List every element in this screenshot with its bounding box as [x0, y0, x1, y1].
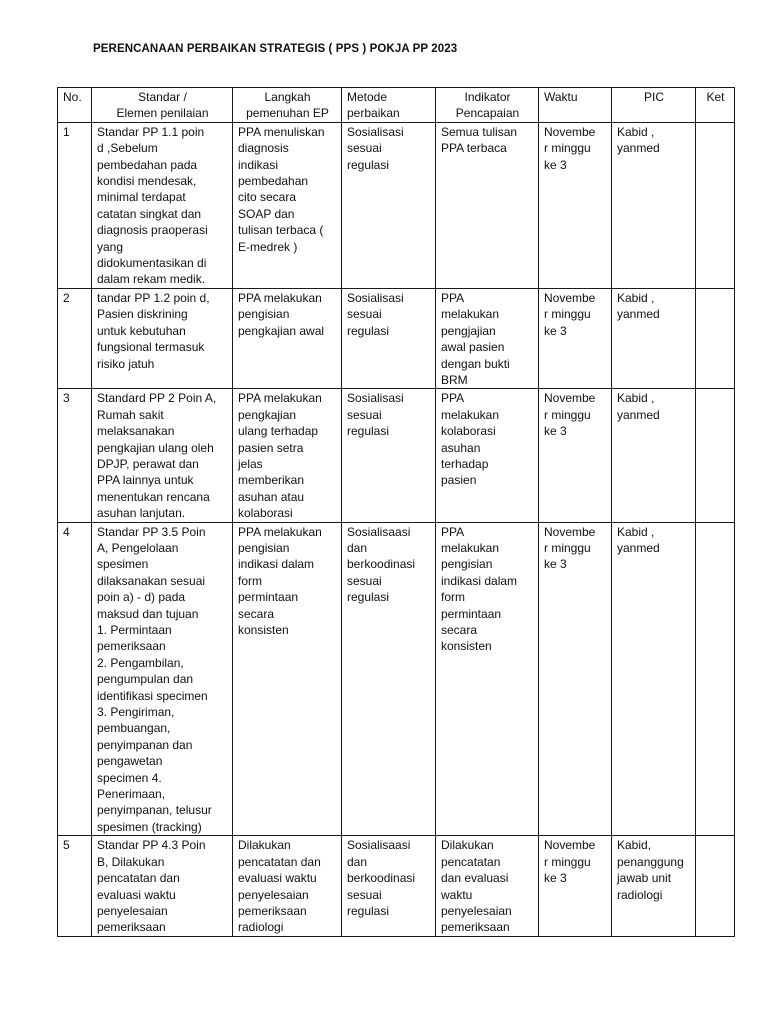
cell-no: 5	[58, 836, 92, 936]
cell-langkah-line: konsisten	[238, 623, 289, 637]
cell-langkah-line: form	[238, 573, 262, 588]
cell-metode-line: Sosialisasi	[347, 290, 404, 305]
table-row	[58, 836, 735, 936]
cell-waktu	[539, 836, 612, 936]
cell-indikator-line: terhadap	[441, 456, 489, 471]
cell-standar-line: spesimen	[97, 557, 149, 572]
cell-waktu-line: r minggu	[544, 141, 591, 156]
cell-pic-line: radiologi	[617, 887, 663, 902]
cell-indikator-line: Dilakukan	[441, 838, 494, 853]
cell-langkah-line: permintaan	[238, 590, 299, 605]
cell-waktu	[539, 122, 612, 288]
cell-metode-line: sesuai	[347, 307, 382, 322]
cell-indikator-line: melakukan	[441, 407, 500, 422]
cell-standar-line: minimal terdapat	[97, 190, 186, 205]
cell-langkah	[233, 288, 342, 388]
cell-langkah-line: memberikan	[238, 473, 305, 488]
document-title: PERENCANAAN PERBAIKAN STRATEGIS ( PPS ) POKJA PP 2023	[93, 43, 458, 55]
cell-metode-line: Sosialisasi	[347, 124, 404, 139]
header-metode-line: Metode	[347, 90, 388, 104]
cell-indikator-line: secara	[441, 623, 478, 637]
cell-ket	[696, 836, 735, 936]
cell-indikator-line: dengan bukti	[441, 356, 510, 371]
cell-standar-line: 2. Pengambilan,	[97, 655, 184, 670]
cell-indikator-line: penyelesaian	[441, 903, 512, 918]
cell-standar-line: didokumentasikan di	[97, 256, 207, 271]
cell-metode-line: regulasi	[347, 590, 390, 605]
cell-langkah-line: PPA melakukan	[238, 524, 322, 539]
cell-standar-line: pencatatan dan	[97, 871, 180, 886]
cell-indikator-line: indikasi dalam	[441, 573, 518, 588]
cell-standar-line: DPJP, perawat dan	[97, 456, 199, 471]
cell-langkah-line: tulisan terbaca (	[238, 223, 324, 238]
cell-langkah-line: jelas	[238, 456, 263, 471]
cell-langkah-line: indikasi dalam	[238, 557, 315, 572]
cell-langkah-line: diagnosis	[238, 141, 289, 156]
cell-standar-line: d ,Sebelum	[97, 141, 158, 156]
cell-waktu-line: r minggu	[544, 307, 591, 322]
cell-langkah-line: evaluasi waktu	[238, 871, 317, 886]
cell-indikator-line: PPA	[441, 391, 465, 406]
cell-standar-line: B, Dilakukan	[97, 854, 165, 869]
cell-metode-line: regulasi	[347, 157, 390, 172]
cell-waktu	[539, 522, 612, 836]
table-header-row	[58, 88, 735, 123]
table-row	[58, 122, 735, 288]
cell-standar-line: penyimpanan, telusur	[97, 803, 212, 818]
cell-indikator-line: awal pasien	[441, 340, 505, 355]
cell-langkah-line: ulang terhadap	[238, 424, 319, 439]
cell-standar-line: Rumah sakit	[97, 407, 164, 422]
cell-ket	[696, 122, 735, 288]
cell-metode-line: regulasi	[347, 424, 390, 439]
header-standar-line: Elemen penilaian	[116, 106, 209, 121]
cell-pic	[612, 389, 696, 522]
cell-indikator-line: pemeriksaan	[441, 920, 510, 935]
cell-waktu-line: ke 3	[544, 157, 567, 172]
cell-metode-line: Sosialisasi	[347, 391, 404, 406]
cell-indikator	[436, 122, 539, 288]
cell-standar-line: maksud dan tujuan	[97, 606, 199, 621]
header-standar-line: Standar /	[138, 90, 187, 104]
cell-pic-line: yanmed	[617, 407, 660, 422]
header-langkah-line: Langkah	[264, 90, 311, 104]
cell-standar-line: dilaksanakan sesuai	[97, 573, 206, 588]
cell-metode-line: Sosialisaasi	[347, 838, 411, 853]
cell-metode-line: regulasi	[347, 323, 390, 338]
cell-indikator-line: BRM	[441, 372, 468, 387]
cell-pic-line: jawab unit	[617, 871, 672, 886]
cell-standar-line: Standar PP 3.5 Poin	[97, 524, 206, 539]
cell-standar-line: penyelesaian	[97, 903, 168, 918]
cell-standar-line: catatan singkat dan	[97, 206, 202, 221]
cell-pic-line: Kabid ,	[617, 524, 655, 539]
cell-indikator-line: PPA	[441, 290, 465, 305]
cell-waktu-line: ke 3	[544, 557, 567, 572]
cell-ket	[696, 389, 735, 522]
cell-pic	[612, 122, 696, 288]
cell-standar-line: asuhan lanjutan.	[97, 506, 186, 521]
header-langkah-line: pemenuhan EP	[246, 106, 329, 121]
cell-standar-line: specimen 4.	[97, 770, 162, 785]
table-row	[58, 522, 735, 836]
cell-langkah-line: kolaborasi	[238, 506, 293, 521]
cell-waktu-line: Novembe	[544, 290, 596, 305]
cell-indikator	[436, 389, 539, 522]
cell-standar-line: Standar PP 4.3 Poin	[97, 838, 206, 853]
header-langkah	[233, 88, 342, 123]
cell-langkah-line: pengkajian	[238, 407, 297, 422]
header-pic: PIC	[612, 88, 696, 123]
cell-metode-line: sesuai	[347, 141, 382, 156]
header-waktu: Waktu	[539, 88, 612, 123]
cell-standar-line: kondisi mendesak,	[97, 174, 197, 189]
cell-standar-line: pengkajian ulang oleh	[97, 440, 214, 455]
cell-metode-line: dan	[347, 854, 368, 869]
header-ket: Ket	[696, 88, 735, 123]
cell-waktu-line: Novembe	[544, 391, 596, 406]
cell-metode	[342, 522, 436, 836]
cell-standar-line: dalam rekam medik.	[97, 272, 206, 287]
cell-standar-line: A, Pengelolaan	[97, 540, 179, 555]
cell-metode	[342, 122, 436, 288]
cell-langkah-line: pasien setra	[238, 440, 304, 455]
cell-langkah	[233, 122, 342, 288]
cell-standar	[92, 122, 233, 288]
cell-metode-line: dan	[347, 540, 368, 555]
cell-pic-line: Kabid ,	[617, 391, 655, 406]
cell-indikator-line: konsisten	[441, 639, 492, 654]
cell-standar-line: diagnosis praoperasi	[97, 223, 208, 238]
cell-standar-line: yang	[97, 239, 124, 254]
cell-metode	[342, 389, 436, 522]
cell-standar-line: PPA lainnya untuk	[97, 473, 194, 488]
cell-no: 3	[58, 389, 92, 522]
cell-waktu-line: ke 3	[544, 871, 567, 886]
cell-indikator-line: melakukan	[441, 540, 500, 555]
header-indikator-line: Pencapaian	[455, 106, 520, 121]
cell-langkah	[233, 389, 342, 522]
cell-waktu	[539, 288, 612, 388]
cell-langkah-line: Dilakukan	[238, 838, 291, 853]
cell-indikator-line: pengjajian	[441, 323, 496, 338]
cell-standar	[92, 389, 233, 522]
cell-pic-line: Kabid ,	[617, 124, 655, 139]
cell-standar-line: identifikasi specimen	[97, 688, 208, 703]
cell-waktu-line: r minggu	[544, 854, 591, 869]
cell-standar-line: Pasien diskrining	[97, 307, 188, 322]
cell-indikator-line: Semua tulisan	[441, 124, 518, 139]
cell-indikator-line: PPA terbaca	[441, 141, 507, 156]
cell-waktu-line: ke 3	[544, 323, 567, 338]
cell-langkah-line: pencatatan dan	[238, 854, 321, 869]
cell-indikator-line: dan evaluasi	[441, 871, 509, 886]
cell-langkah-line: pembedahan	[238, 174, 309, 189]
header-metode	[342, 88, 436, 123]
cell-indikator-line: permintaan	[441, 606, 502, 621]
cell-langkah-line: indikasi	[238, 157, 279, 172]
header-indikator-line: Indikator	[464, 90, 511, 104]
cell-langkah-line: PPA melakukan	[238, 391, 322, 406]
cell-standar-line: pemeriksaan	[97, 920, 166, 935]
cell-indikator-line: melakukan	[441, 307, 500, 322]
cell-standar	[92, 522, 233, 836]
cell-standar-line: penyimpanan dan	[97, 737, 193, 752]
cell-standar-line: evaluasi waktu	[97, 887, 176, 902]
cell-no: 1	[58, 122, 92, 288]
cell-pic-line: Kabid ,	[617, 290, 655, 305]
cell-standar	[92, 288, 233, 388]
cell-standar-line: fungsional termasuk	[97, 340, 205, 355]
cell-waktu-line: r minggu	[544, 540, 591, 555]
cell-metode-line: sesuai	[347, 407, 382, 422]
header-no: No.	[58, 88, 92, 123]
cell-langkah-line: pengkajian awal	[238, 323, 325, 338]
cell-indikator-line: pengisian	[441, 557, 493, 572]
cell-indikator-line: PPA	[441, 524, 465, 539]
cell-langkah-line: pengisian	[238, 540, 290, 555]
cell-waktu-line: ke 3	[544, 424, 567, 439]
cell-waktu-line: Novembe	[544, 524, 596, 539]
cell-standar-line: pengawetan	[97, 754, 163, 769]
cell-langkah-line: penyelesaian	[238, 887, 309, 902]
cell-langkah-line: asuhan atau	[238, 489, 305, 504]
cell-pic	[612, 288, 696, 388]
cell-ket	[696, 522, 735, 836]
cell-standar-line: pembedahan pada	[97, 157, 198, 172]
cell-indikator	[436, 522, 539, 836]
cell-langkah-line: PPA menuliskan	[238, 124, 325, 139]
table-row	[58, 389, 735, 522]
cell-langkah-line: pemeriksaan	[238, 903, 307, 918]
cell-standar-line: tandar PP 1.2 poin d,	[97, 290, 210, 305]
cell-pic	[612, 522, 696, 836]
cell-standar-line: melaksanakan	[97, 424, 175, 439]
cell-metode-line: berkoodinasi	[347, 557, 416, 572]
cell-indikator-line: form	[441, 590, 465, 605]
table-row	[58, 288, 735, 388]
cell-indikator-line: asuhan	[441, 440, 481, 455]
cell-standar-line: poin a) - d) pada	[97, 590, 186, 605]
cell-pic-line: yanmed	[617, 307, 660, 322]
cell-standar-line: menentukan rencana	[97, 489, 210, 504]
cell-waktu	[539, 389, 612, 522]
cell-langkah-line: cito secara	[238, 190, 297, 205]
cell-metode	[342, 288, 436, 388]
cell-metode-line: sesuai	[347, 887, 382, 902]
cell-indikator-line: kolaborasi	[441, 424, 496, 439]
cell-indikator-line: waktu	[441, 887, 473, 902]
cell-standar-line: untuk kebutuhan	[97, 323, 186, 338]
cell-standar-line: 3. Pengiriman,	[97, 705, 175, 720]
cell-no: 2	[58, 288, 92, 388]
cell-waktu-line: Novembe	[544, 838, 596, 853]
header-standar	[92, 88, 233, 123]
cell-pic-line: Kabid,	[617, 838, 652, 853]
cell-metode-line: berkoodinasi	[347, 871, 416, 886]
cell-waktu-line: r minggu	[544, 407, 591, 422]
cell-langkah-line: secara	[238, 606, 275, 621]
cell-standar-line: Standard PP 2 Poin A,	[97, 391, 217, 406]
table-body	[58, 122, 735, 936]
cell-waktu-line: Novembe	[544, 124, 596, 139]
cell-indikator	[436, 836, 539, 936]
cell-langkah-line: SOAP dan	[238, 206, 295, 221]
cell-metode	[342, 836, 436, 936]
cell-langkah-line: PPA melakukan	[238, 290, 322, 305]
cell-metode-line: regulasi	[347, 903, 390, 918]
cell-pic-line: penanggung	[617, 854, 684, 869]
cell-standar-line: pembuangan,	[97, 721, 171, 736]
cell-pic-line: yanmed	[617, 540, 660, 555]
cell-ket	[696, 288, 735, 388]
cell-langkah-line: pengisian	[238, 307, 290, 322]
cell-langkah-line: radiologi	[238, 920, 284, 935]
cell-standar	[92, 836, 233, 936]
pps-table	[57, 87, 735, 937]
cell-metode-line: Sosialisaasi	[347, 524, 411, 539]
cell-standar-line: 1. Permintaan	[97, 623, 172, 637]
cell-standar-line: Penerimaan,	[97, 787, 166, 802]
cell-standar-line: pengumpulan dan	[97, 672, 194, 687]
cell-langkah	[233, 522, 342, 836]
cell-langkah-line: E-medrek )	[238, 239, 298, 254]
cell-standar-line: pemeriksaan	[97, 639, 166, 654]
cell-standar-line: spesimen (tracking)	[97, 819, 202, 834]
cell-standar-line: risiko jatuh	[97, 356, 155, 371]
cell-no: 4	[58, 522, 92, 836]
header-indikator	[436, 88, 539, 123]
cell-pic-line: yanmed	[617, 141, 660, 156]
cell-indikator	[436, 288, 539, 388]
cell-metode-line: sesuai	[347, 573, 382, 588]
cell-indikator-line: pencatatan	[441, 854, 501, 869]
cell-standar-line: Standar PP 1.1 poin	[97, 124, 205, 139]
cell-pic	[612, 836, 696, 936]
cell-langkah	[233, 836, 342, 936]
cell-indikator-line: pasien	[441, 473, 477, 488]
header-metode-line: perbaikan	[347, 106, 400, 121]
